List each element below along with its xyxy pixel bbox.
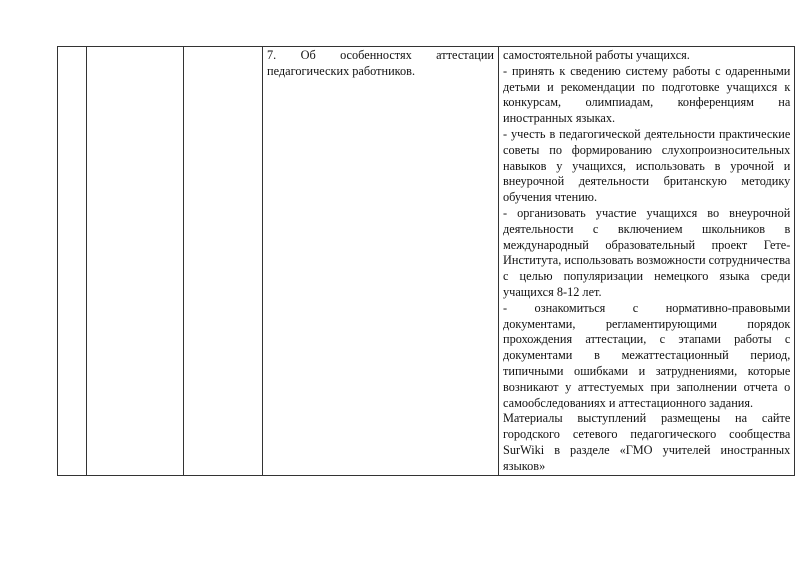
decision-line: возникают у аттестуемых при заполнении отчета о (503, 379, 791, 394)
cell-date (87, 47, 184, 476)
decision-line: Материалы выступлений размещены на сайте (503, 411, 791, 426)
decision-line: языков» (503, 458, 546, 473)
decision-line: Института, использовать возможности сотрудничества (503, 253, 791, 268)
decision-line: самообследованиях и аттестационного задания. (503, 395, 754, 410)
decision-line: конкурсам, олимпиадам, конференциям на (503, 95, 791, 110)
decision-line: международный образовательный проект Гете- (503, 237, 791, 252)
decision-line: внеурочной деятельности британскую методику (503, 174, 791, 189)
cell-decisions (499, 47, 795, 476)
decision-line: самостоятельной работы учащихся. (503, 48, 690, 62)
topic-line: педагогических работников. (267, 63, 416, 78)
decision-line: прохождения аттестации, с этапами работы с (503, 332, 791, 347)
decision-line: детьми и рекомендации по подготовке учащихся к (503, 79, 791, 94)
decision-line: - организовать участие учащихся во внеурочной (503, 205, 791, 220)
decision-line: иностранных языках. (503, 111, 616, 126)
decision-line: обучения чтению. (503, 190, 598, 205)
minutes-table (57, 46, 795, 476)
decisions-text (499, 47, 794, 475)
decision-line: - принять к сведению систему работы с одаренными (503, 63, 791, 78)
cell-form (184, 47, 263, 476)
decision-line: SurWiki в разделе «ГМО учителей иностранных (503, 442, 791, 457)
decision-line: деятельности с включением школьников в (503, 221, 791, 236)
decision-line: учащихся 8-12 лет. (503, 284, 602, 299)
decision-line: - ознакомиться с нормативно-правовыми (503, 300, 791, 315)
decision-line: городского сетевого педагогического сообщества (503, 427, 791, 442)
decision-line: типичными ошибками и затруднениями, которые (503, 363, 791, 378)
decision-line: документами в межаттестационный период, (503, 348, 791, 363)
decision-line: советы по формированию слухопроизносительных (503, 142, 791, 157)
topic-text (263, 47, 498, 80)
table-row (58, 47, 795, 476)
decision-line: - учесть в педагогической деятельности практические (503, 126, 791, 141)
decision-line: навыков у учащихся, использовать в урочной и (503, 158, 791, 173)
decision-line: с целью популяризации немецкого языка среди (503, 269, 791, 284)
topic-line: 7. Об особенностях аттестации (267, 48, 494, 62)
cell-number (58, 47, 87, 476)
decision-line: документами, регламентирующими порядок (503, 316, 791, 331)
cell-topic (263, 47, 499, 476)
